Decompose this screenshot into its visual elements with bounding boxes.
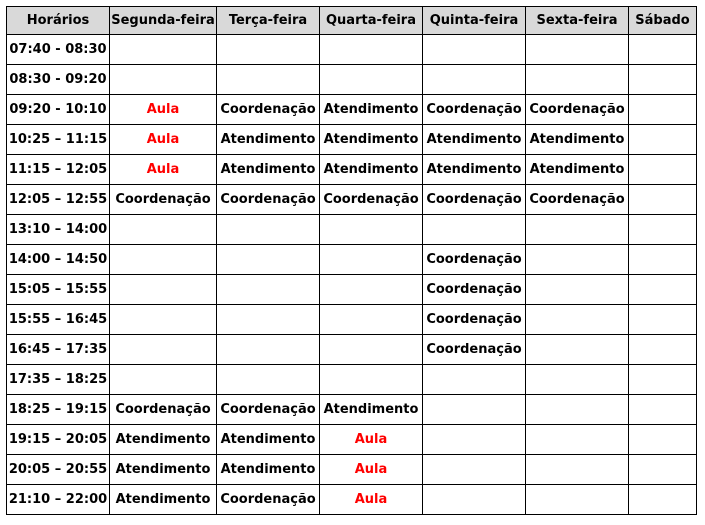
friday-cell <box>526 395 629 425</box>
monday-cell: Atendimento <box>110 455 217 485</box>
thursday-cell <box>423 65 526 95</box>
thursday-cell <box>423 365 526 395</box>
wednesday-cell: Atendimento <box>320 95 423 125</box>
friday-cell <box>526 485 629 515</box>
tuesday-cell: Coordenação <box>217 395 320 425</box>
wednesday-cell: Aula <box>320 455 423 485</box>
wednesday-cell: Coordenação <box>320 185 423 215</box>
schedule-body <box>7 35 697 515</box>
tuesday-cell <box>217 275 320 305</box>
wednesday-cell: Atendimento <box>320 395 423 425</box>
monday-cell: Aula <box>110 155 217 185</box>
time-slot-cell: 16:45 – 17:35 <box>7 335 110 365</box>
monday-cell: Atendimento <box>110 425 217 455</box>
friday-cell: Atendimento <box>526 125 629 155</box>
col-header-tuesday: Terça-feira <box>217 7 320 35</box>
time-slot-cell: 09:20 - 10:10 <box>7 95 110 125</box>
monday-cell: Aula <box>110 125 217 155</box>
monday-cell: Coordenação <box>110 395 217 425</box>
monday-cell <box>110 365 217 395</box>
friday-cell: Coordenação <box>526 185 629 215</box>
saturday-cell <box>629 455 697 485</box>
thursday-cell <box>423 395 526 425</box>
time-slot-cell: 07:40 - 08:30 <box>7 35 110 65</box>
table-row <box>7 35 697 65</box>
col-header-thursday: Quinta-feira <box>423 7 526 35</box>
saturday-cell <box>629 215 697 245</box>
saturday-cell <box>629 95 697 125</box>
time-slot-cell: 12:05 – 12:55 <box>7 185 110 215</box>
saturday-cell <box>629 365 697 395</box>
saturday-cell <box>629 275 697 305</box>
tuesday-cell <box>217 245 320 275</box>
tuesday-cell <box>217 35 320 65</box>
thursday-cell <box>423 455 526 485</box>
time-slot-cell: 13:10 – 14:00 <box>7 215 110 245</box>
wednesday-cell <box>320 35 423 65</box>
table-row <box>7 365 697 395</box>
table-row <box>7 155 697 185</box>
table-row <box>7 125 697 155</box>
tuesday-cell: Atendimento <box>217 125 320 155</box>
thursday-cell: Coordenação <box>423 245 526 275</box>
col-header-monday: Segunda-feira <box>110 7 217 35</box>
friday-cell <box>526 365 629 395</box>
wednesday-cell <box>320 245 423 275</box>
monday-cell <box>110 215 217 245</box>
monday-cell <box>110 335 217 365</box>
monday-cell: Aula <box>110 95 217 125</box>
table-row <box>7 215 697 245</box>
monday-cell <box>110 245 217 275</box>
saturday-cell <box>629 65 697 95</box>
thursday-cell: Coordenação <box>423 275 526 305</box>
wednesday-cell <box>320 275 423 305</box>
monday-cell <box>110 65 217 95</box>
tuesday-cell: Atendimento <box>217 425 320 455</box>
friday-cell <box>526 215 629 245</box>
wednesday-cell: Atendimento <box>320 155 423 185</box>
table-row <box>7 245 697 275</box>
thursday-cell: Coordenação <box>423 305 526 335</box>
monday-cell <box>110 35 217 65</box>
table-row <box>7 185 697 215</box>
saturday-cell <box>629 155 697 185</box>
thursday-cell: Atendimento <box>423 125 526 155</box>
friday-cell <box>526 65 629 95</box>
time-slot-cell: 08:30 - 09:20 <box>7 65 110 95</box>
wednesday-cell <box>320 215 423 245</box>
friday-cell <box>526 245 629 275</box>
time-slot-cell: 18:25 – 19:15 <box>7 395 110 425</box>
wednesday-cell: Aula <box>320 425 423 455</box>
thursday-cell <box>423 35 526 65</box>
wednesday-cell: Aula <box>320 485 423 515</box>
thursday-cell: Coordenação <box>423 95 526 125</box>
thursday-cell <box>423 215 526 245</box>
col-header-wednesday: Quarta-feira <box>320 7 423 35</box>
table-row <box>7 65 697 95</box>
schedule-table <box>6 6 697 515</box>
col-header-time: Horários <box>7 7 110 35</box>
friday-cell <box>526 425 629 455</box>
tuesday-cell: Coordenação <box>217 95 320 125</box>
table-row <box>7 335 697 365</box>
saturday-cell <box>629 335 697 365</box>
wednesday-cell <box>320 305 423 335</box>
tuesday-cell: Coordenação <box>217 485 320 515</box>
time-slot-cell: 20:05 – 20:55 <box>7 455 110 485</box>
time-slot-cell: 15:05 – 15:55 <box>7 275 110 305</box>
tuesday-cell: Atendimento <box>217 155 320 185</box>
time-slot-cell: 15:55 – 16:45 <box>7 305 110 335</box>
tuesday-cell <box>217 215 320 245</box>
saturday-cell <box>629 395 697 425</box>
col-header-saturday: Sábado <box>629 7 697 35</box>
saturday-cell <box>629 305 697 335</box>
tuesday-cell <box>217 65 320 95</box>
tuesday-cell: Coordenação <box>217 185 320 215</box>
time-slot-cell: 19:15 – 20:05 <box>7 425 110 455</box>
table-row <box>7 485 697 515</box>
friday-cell <box>526 335 629 365</box>
wednesday-cell <box>320 335 423 365</box>
table-row <box>7 395 697 425</box>
wednesday-cell: Atendimento <box>320 125 423 155</box>
tuesday-cell <box>217 335 320 365</box>
friday-cell <box>526 305 629 335</box>
monday-cell <box>110 275 217 305</box>
tuesday-cell <box>217 305 320 335</box>
table-row <box>7 455 697 485</box>
monday-cell <box>110 305 217 335</box>
table-row <box>7 305 697 335</box>
table-row <box>7 425 697 455</box>
time-slot-cell: 14:00 – 14:50 <box>7 245 110 275</box>
saturday-cell <box>629 245 697 275</box>
saturday-cell <box>629 425 697 455</box>
friday-cell <box>526 275 629 305</box>
time-slot-cell: 11:15 – 12:05 <box>7 155 110 185</box>
saturday-cell <box>629 485 697 515</box>
table-row <box>7 95 697 125</box>
thursday-cell: Coordenação <box>423 335 526 365</box>
friday-cell <box>526 35 629 65</box>
monday-cell: Coordenação <box>110 185 217 215</box>
saturday-cell <box>629 35 697 65</box>
tuesday-cell: Atendimento <box>217 455 320 485</box>
time-slot-cell: 21:10 – 22:00 <box>7 485 110 515</box>
table-row <box>7 275 697 305</box>
thursday-cell <box>423 425 526 455</box>
monday-cell: Atendimento <box>110 485 217 515</box>
thursday-cell <box>423 485 526 515</box>
tuesday-cell <box>217 365 320 395</box>
time-slot-cell: 10:25 – 11:15 <box>7 125 110 155</box>
saturday-cell <box>629 125 697 155</box>
friday-cell: Coordenação <box>526 95 629 125</box>
thursday-cell: Coordenação <box>423 185 526 215</box>
wednesday-cell <box>320 365 423 395</box>
saturday-cell <box>629 185 697 215</box>
header-row <box>7 7 697 35</box>
time-slot-cell: 17:35 – 18:25 <box>7 365 110 395</box>
friday-cell <box>526 455 629 485</box>
col-header-friday: Sexta-feira <box>526 7 629 35</box>
friday-cell: Atendimento <box>526 155 629 185</box>
wednesday-cell <box>320 65 423 95</box>
thursday-cell: Atendimento <box>423 155 526 185</box>
